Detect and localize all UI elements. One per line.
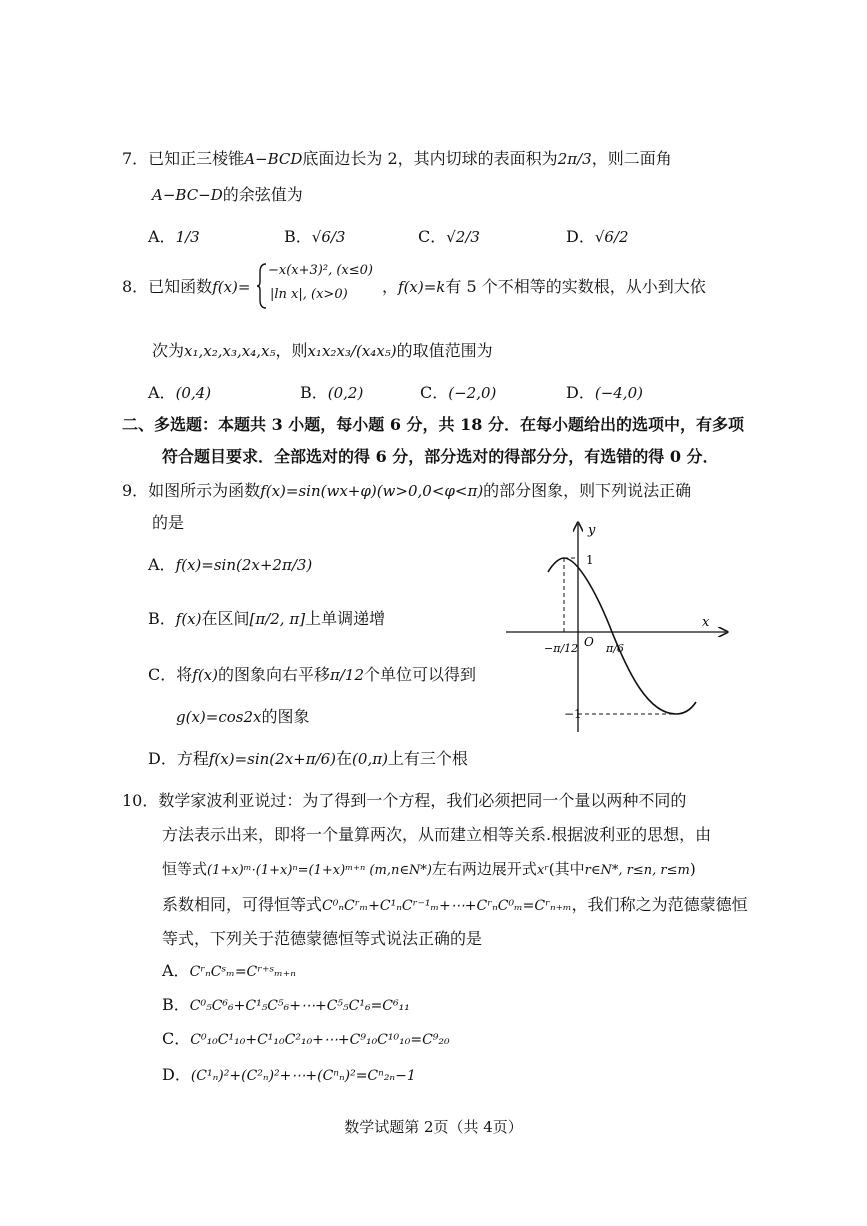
q7-option-a-label: A． bbox=[148, 227, 176, 246]
section2-line-1: 二、多选题：本题共 3 小题，每小题 6 分，共 18 分．在每小题给出的选项中，有多项 bbox=[122, 415, 744, 434]
q10-line-4 bbox=[162, 894, 748, 917]
q9-option-a-value: f(x)=sin(2x+2π/3) bbox=[175, 556, 313, 574]
q9-option-c-frac: π/12 bbox=[330, 666, 364, 684]
q10-line-5: 等式，下列关于范德蒙德恒等式说法正确的是 bbox=[162, 929, 483, 948]
q9-option-a bbox=[148, 554, 312, 576]
q10-option-c-value: C⁰₁₀C¹₁₀+C¹₁₀C²₁₀+⋯+C⁹₁₀C¹⁰₁₀=C⁹₂₀ bbox=[190, 1032, 450, 1048]
q7-option-b bbox=[284, 226, 345, 248]
q9-option-c-text-1: 将 bbox=[176, 665, 193, 684]
q10-line-3 bbox=[162, 858, 696, 882]
q9-option-d bbox=[148, 748, 468, 770]
q9-option-b-interval: [π/2, π] bbox=[249, 610, 306, 628]
q9-option-c bbox=[148, 664, 476, 686]
graph-y-tick-top: 1 bbox=[586, 553, 594, 567]
q8-stem bbox=[122, 276, 250, 298]
q9-option-b bbox=[148, 608, 385, 630]
q7-math-tetrahedron: A−BCD bbox=[244, 150, 303, 168]
q10-option-a-label: A． bbox=[162, 961, 190, 980]
q7-option-c bbox=[418, 226, 480, 248]
q9-option-c-text-2: 的图象向右平移 bbox=[217, 665, 330, 684]
q10-option-d-value: (C¹ₙ)²+(C²ₙ)²+⋯+(Cⁿₙ)²=Cⁿ₂ₙ−1 bbox=[190, 1068, 416, 1084]
q10-option-a bbox=[162, 960, 296, 983]
q8-brace bbox=[256, 262, 268, 310]
q7-frac-area: 2π/3 bbox=[557, 150, 592, 168]
sine-curve bbox=[548, 558, 696, 714]
q8-text-4: 次为 bbox=[152, 341, 185, 360]
q10-text-4: ) bbox=[689, 860, 696, 878]
graph-x-tick-left: −π/12 bbox=[544, 642, 579, 655]
q7-option-d bbox=[566, 226, 629, 248]
q7-option-c-value: √2/3 bbox=[446, 228, 480, 246]
q10-text-3: (其中 bbox=[548, 860, 585, 878]
q9-option-b-label: B． bbox=[148, 609, 176, 628]
q10-line-1: 10．数学家波利亚说过：为了得到一个方程，我们必须把同一个量以两种不同的 bbox=[122, 791, 687, 810]
q9-option-b-math: f(x) bbox=[175, 610, 202, 628]
q8-func: f(x)= bbox=[212, 278, 251, 296]
section2-line-2: 符合题目要求．全部选对的得 6 分，部分选对的得部分分，有选错的得 0 分． bbox=[162, 447, 719, 466]
q8-piece-2: |ln x|, (x>0) bbox=[270, 287, 348, 302]
q7-stem bbox=[122, 148, 672, 170]
q8-option-a bbox=[148, 382, 211, 404]
q9-option-d-math: f(x)=sin(2x+π/6) bbox=[208, 750, 337, 768]
q7-option-b-value: √6/3 bbox=[311, 228, 346, 246]
q8-text-2: ， bbox=[382, 277, 399, 296]
q7-line2 bbox=[152, 184, 303, 206]
q8-option-d-label: D． bbox=[566, 383, 595, 402]
q8-option-b-value: (0,2) bbox=[327, 384, 364, 402]
q10-math-condition: r∈N*, r≤n, r≤m bbox=[584, 863, 690, 878]
q7-text-1: 7．已知正三棱锥 bbox=[122, 149, 245, 168]
graph-x-tick-right: π/6 bbox=[606, 642, 624, 655]
q10-option-b bbox=[162, 994, 410, 1017]
q9-option-d-label: D． bbox=[148, 749, 177, 768]
q7-option-b-label: B． bbox=[284, 227, 312, 246]
q9-option-d-text-3: 上有三个根 bbox=[387, 749, 468, 768]
q10-option-c bbox=[162, 1028, 450, 1051]
q7-option-a-value: 1/3 bbox=[175, 228, 200, 246]
q9-option-c-text-3: 个单位可以得到 bbox=[364, 665, 477, 684]
q9-text-2: 的部分图象，则下列说法正确 bbox=[483, 481, 692, 500]
q10-option-a-value: CʳₙCˢₘ=Cʳ⁺ˢₘ₊ₙ bbox=[189, 964, 296, 980]
q10-text-5: 系数相同，可得恒等式 bbox=[162, 895, 323, 914]
q8-option-d bbox=[566, 382, 643, 404]
q10-text-2: 左右两边展开式 bbox=[431, 860, 537, 878]
q9-stem bbox=[122, 480, 691, 502]
q8-math-roots: x₁,x₂,x₃,x₄,x₅ bbox=[184, 342, 276, 360]
q7-text-2: 底面边长为 2，其内切球的表面积为 bbox=[302, 149, 558, 168]
q7-math-dihedral: A−BC−D bbox=[152, 186, 223, 204]
q9-option-b-text-1: 在区间 bbox=[201, 609, 250, 628]
q8-piece-1: −x(x+3)², (x≤0) bbox=[268, 263, 373, 278]
q8-option-c bbox=[420, 382, 496, 404]
q7-text-3: ，则二面角 bbox=[591, 149, 672, 168]
q9-text-1: 9．如图所示为函数 bbox=[122, 481, 261, 500]
q10-text-6: ，我们称之为范德蒙德恒 bbox=[571, 895, 748, 914]
q10-math-identity: (1+x)ᵐ·(1+x)ⁿ=(1+x)ᵐ⁺ⁿ (m,n∈N*) bbox=[207, 863, 432, 878]
q8-text-5: ，则 bbox=[275, 341, 308, 360]
q7-option-d-label: D． bbox=[566, 227, 595, 246]
q10-option-b-label: B． bbox=[162, 995, 190, 1014]
q9-option-d-text-1: 方程 bbox=[176, 749, 209, 768]
q9-option-c-text-4: 的图象 bbox=[261, 707, 310, 726]
q10-option-b-value: C⁰₅C⁶₆+C¹₅C⁵₆+⋯+C⁵₅C¹₆=C⁶₁₁ bbox=[189, 998, 410, 1014]
q8-frac-ratio: x₁x₂x₃/(x₄x₅) bbox=[307, 342, 397, 360]
q9-option-d-interval: (0,π) bbox=[352, 750, 388, 768]
q8-stem-2 bbox=[382, 276, 706, 298]
q7-text-4: 的余弦值为 bbox=[222, 185, 303, 204]
graph-y-tick-bottom: −1 bbox=[564, 707, 582, 721]
q10-option-c-label: C． bbox=[162, 1029, 191, 1048]
q8-option-a-value: (0,4) bbox=[175, 384, 212, 402]
q8-option-c-label: C． bbox=[420, 383, 449, 402]
q9-math-func: f(x)=sin(wx+φ)(w>0,0<φ<π) bbox=[260, 482, 484, 500]
q9-option-d-text-2: 在 bbox=[336, 749, 353, 768]
q9-option-b-text-2: 上单调递增 bbox=[305, 609, 386, 628]
q10-math-xr: xʳ bbox=[536, 863, 549, 878]
graph-y-label: y bbox=[588, 523, 596, 538]
q7-option-a bbox=[148, 226, 200, 248]
q8-option-b bbox=[300, 382, 363, 404]
page-footer: 数学试题第 2页（共 4页） bbox=[344, 1118, 523, 1136]
q9-option-a-label: A． bbox=[148, 555, 176, 574]
q8-text-1: 8．已知函数 bbox=[122, 277, 213, 296]
q9-option-c-math-1: f(x) bbox=[192, 666, 218, 684]
q10-line-2: 方法表示出来，即将一个量算两次，从而建立相等关系.根据波利亚的思想，由 bbox=[162, 825, 712, 844]
q8-math-k: f(x)=k bbox=[398, 278, 446, 296]
q9-sine-graph bbox=[500, 518, 740, 738]
q8-text-6: 的取值范围为 bbox=[396, 341, 493, 360]
q8-option-a-label: A． bbox=[148, 383, 176, 402]
graph-x-label: x bbox=[702, 615, 710, 630]
graph-origin-label: O bbox=[584, 635, 594, 649]
q8-line2 bbox=[152, 340, 493, 362]
q10-option-d-label: D． bbox=[162, 1065, 191, 1084]
q9-option-c-line2 bbox=[176, 706, 309, 728]
q7-option-d-value: √6/2 bbox=[594, 228, 629, 246]
q8-option-d-value: (−4,0) bbox=[594, 384, 643, 402]
q8-text-3: 有 5 个不相等的实数根，从小到大依 bbox=[445, 277, 706, 296]
q10-text-1: 恒等式 bbox=[162, 860, 208, 878]
q9-option-c-math-2: g(x)=cos2x bbox=[176, 708, 262, 726]
q10-option-d bbox=[162, 1064, 416, 1087]
q7-option-c-label: C． bbox=[418, 227, 447, 246]
q9-line2: 的是 bbox=[152, 513, 185, 532]
q9-option-c-label: C． bbox=[148, 665, 177, 684]
q10-math-vandermonde: C⁰ₙCʳₘ+C¹ₙCʳ⁻¹ₘ+⋯+CʳₙC⁰ₘ=Cʳₙ₊ₘ bbox=[322, 898, 572, 914]
q8-option-c-value: (−2,0) bbox=[448, 384, 497, 402]
q8-option-b-label: B． bbox=[300, 383, 328, 402]
